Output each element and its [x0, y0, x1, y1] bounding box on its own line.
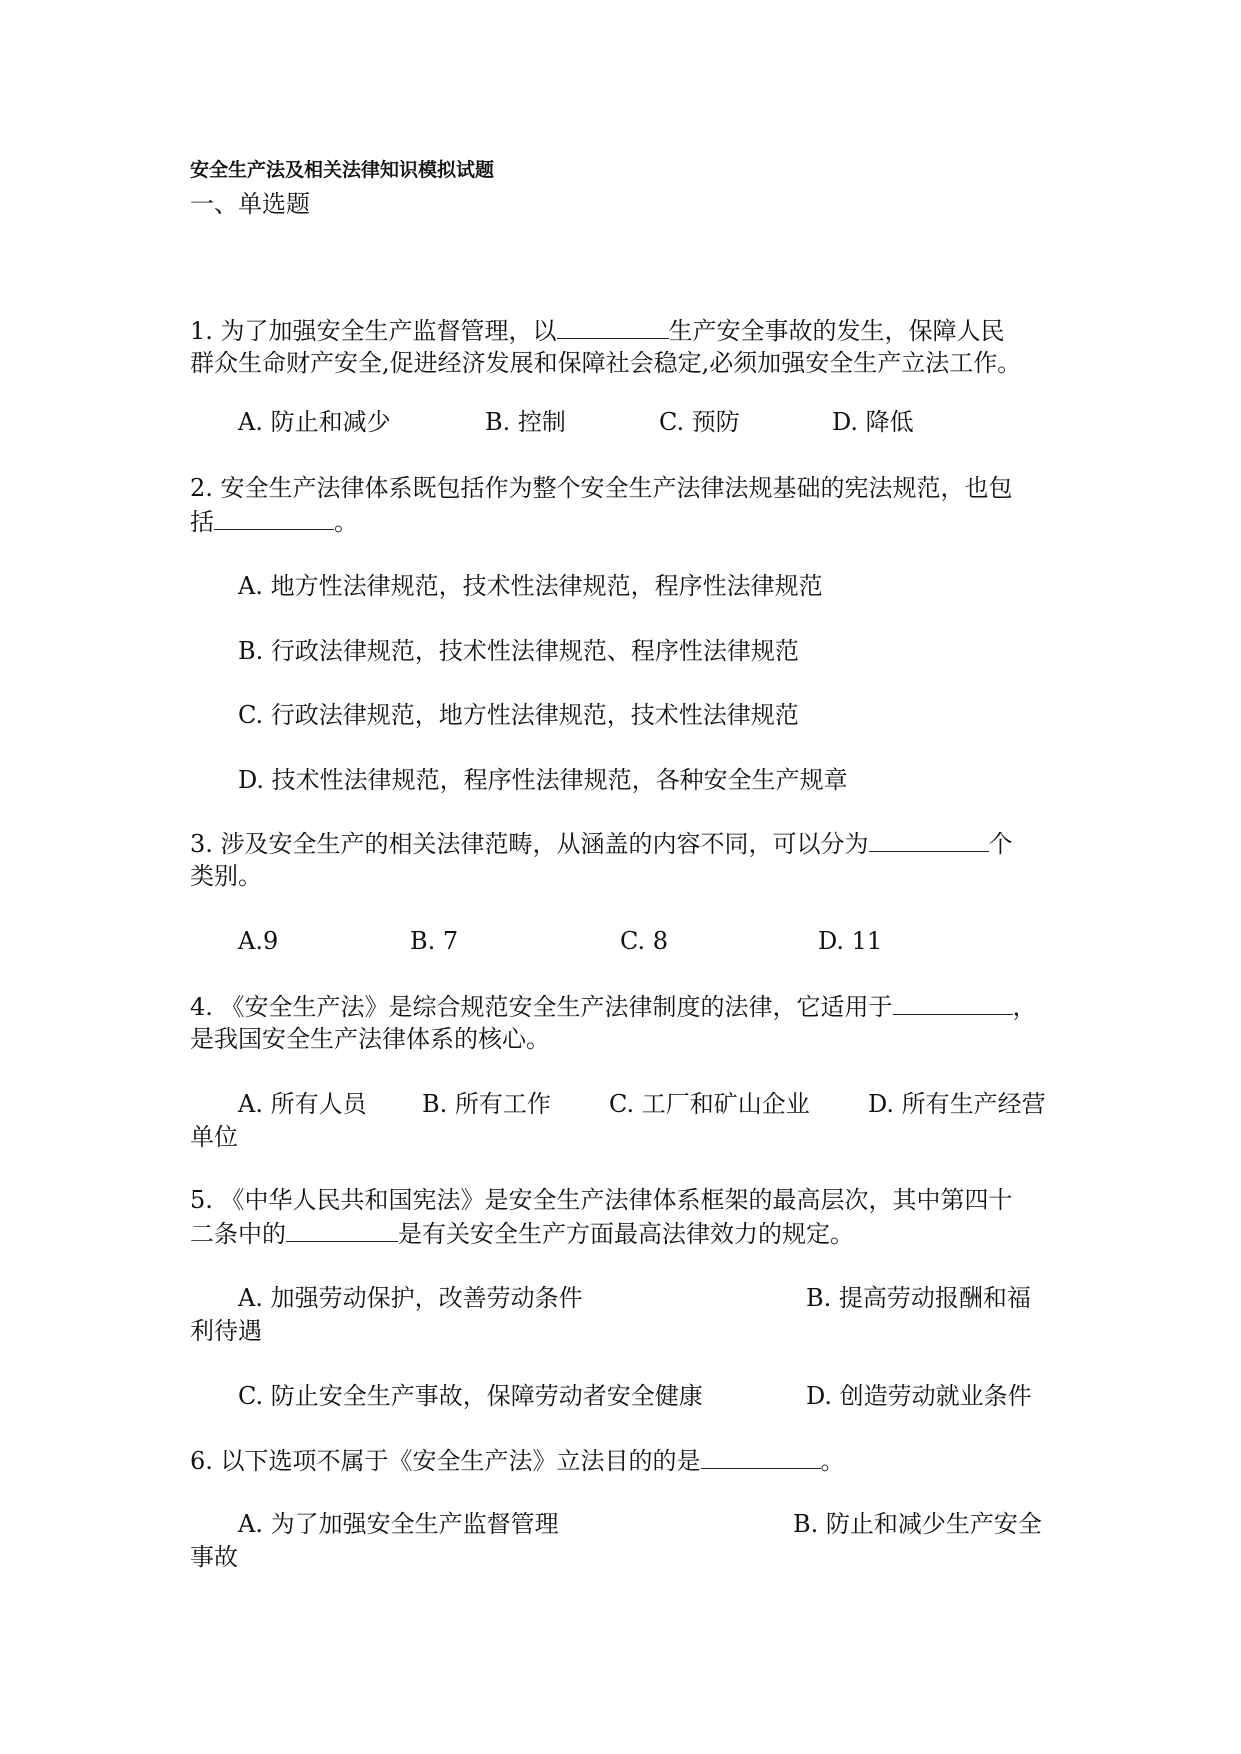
question-3-stem-line-2: 类别。 — [190, 862, 262, 890]
question-3-option-c: C. 8 — [620, 927, 669, 955]
question-2-stem-line-1: 2. 安全生产法律体系既包括作为整个安全生产法律法规基础的宪法规范，也包 — [190, 474, 1013, 502]
question-6-option-wrap: 事故 — [190, 1543, 238, 1571]
question-4-option-d: D. 所有生产经营 — [868, 1090, 1046, 1118]
question-5-stem-line-1: 5. 《中华人民共和国宪法》是安全生产法律体系框架的最高层次，其中第四十 — [190, 1186, 1013, 1214]
question-5-option-a: A. 加强劳动保护，改善劳动条件 — [238, 1284, 583, 1312]
question-3-option-d: D. 11 — [818, 927, 883, 955]
question-6-stem-text: 。 — [820, 1447, 845, 1475]
question-2-option-b: B. 行政法律规范，技术性法律规范、程序性法律规范 — [238, 637, 799, 665]
question-4-stem-text: 4. 《安全生产法》是综合规范安全生产法律制度的法律，它适用于 — [190, 993, 893, 1021]
question-4-stem-line-1 — [190, 990, 1037, 1023]
answer-blank — [701, 1444, 821, 1469]
document-title: 安全生产法及相关法律知识模拟试题 — [190, 159, 495, 181]
answer-blank — [214, 505, 334, 530]
question-2-stem-line-2 — [190, 505, 358, 538]
question-6-option-b: B. 防止和减少生产安全 — [793, 1510, 1042, 1538]
question-3-stem-text: 个 — [988, 830, 1013, 858]
answer-blank — [286, 1217, 398, 1242]
question-4-stem-line-2: 是我国安全生产法律体系的核心。 — [190, 1025, 550, 1053]
question-5-stem-text: 是有关安全生产方面最高法律效力的规定。 — [398, 1220, 854, 1248]
question-5-option-wrap: 利待遇 — [190, 1317, 262, 1345]
question-4-option-c: C. 工厂和矿山企业 — [609, 1090, 810, 1118]
question-5-option-d: D. 创造劳动就业条件 — [806, 1382, 1032, 1410]
question-1-option-c: C. 预防 — [659, 408, 740, 436]
question-1-stem-text: 1. 为了加强安全生产监督管理，以 — [190, 317, 557, 345]
question-4-option-b: B. 所有工作 — [422, 1090, 551, 1118]
question-1-stem-line-1 — [190, 314, 1005, 347]
question-4-stem-text: ， — [1012, 993, 1037, 1021]
question-3-stem-text: 3. 涉及安全生产的相关法律范畴，从涵盖的内容不同，可以分为 — [190, 830, 869, 858]
question-1-option-b: B. 控制 — [485, 408, 566, 436]
question-1-stem-text: 生产安全事故的发生，保障人民 — [668, 317, 1005, 345]
question-3-option-a: A.9 — [238, 927, 279, 955]
question-1-option-d: D. 降低 — [832, 408, 914, 436]
question-6-stem-line-1 — [190, 1444, 845, 1477]
question-2-option-d: D. 技术性法律规范，程序性法律规范，各种安全生产规章 — [238, 766, 848, 794]
answer-blank — [893, 990, 1013, 1015]
question-2-stem-text: 括 — [190, 508, 214, 536]
answer-blank — [557, 314, 669, 339]
question-6-option-a: A. 为了加强安全生产监督管理 — [238, 1510, 559, 1538]
question-1-option-a: A. 防止和减少 — [238, 408, 391, 436]
question-5-stem-line-2 — [190, 1217, 854, 1250]
question-2-option-c: C. 行政法律规范，地方性法律规范，技术性法律规范 — [238, 701, 799, 729]
question-3-option-b: B. 7 — [410, 927, 459, 955]
question-1-stem-line-2: 群众生命财产安全,促进经济发展和保障社会稳定,必须加强安全生产立法工作。 — [190, 349, 1022, 377]
question-4-option-wrap: 单位 — [190, 1123, 238, 1151]
question-2-option-a: A. 地方性法律规范，技术性法律规范，程序性法律规范 — [238, 572, 823, 600]
question-2-stem-text: 。 — [334, 508, 358, 536]
question-5-option-c: C. 防止安全生产事故，保障劳动者安全健康 — [238, 1382, 703, 1410]
question-3-stem-line-1 — [190, 827, 1013, 860]
question-5-stem-text: 二条中的 — [190, 1220, 286, 1248]
section-heading: 一、单选题 — [190, 190, 310, 218]
question-6-stem-text: 6. 以下选项不属于《安全生产法》立法目的的是 — [190, 1447, 701, 1475]
question-4-option-a: A. 所有人员 — [238, 1090, 367, 1118]
answer-blank — [869, 827, 989, 852]
question-5-option-b: B. 提高劳动报酬和福 — [806, 1284, 1031, 1312]
